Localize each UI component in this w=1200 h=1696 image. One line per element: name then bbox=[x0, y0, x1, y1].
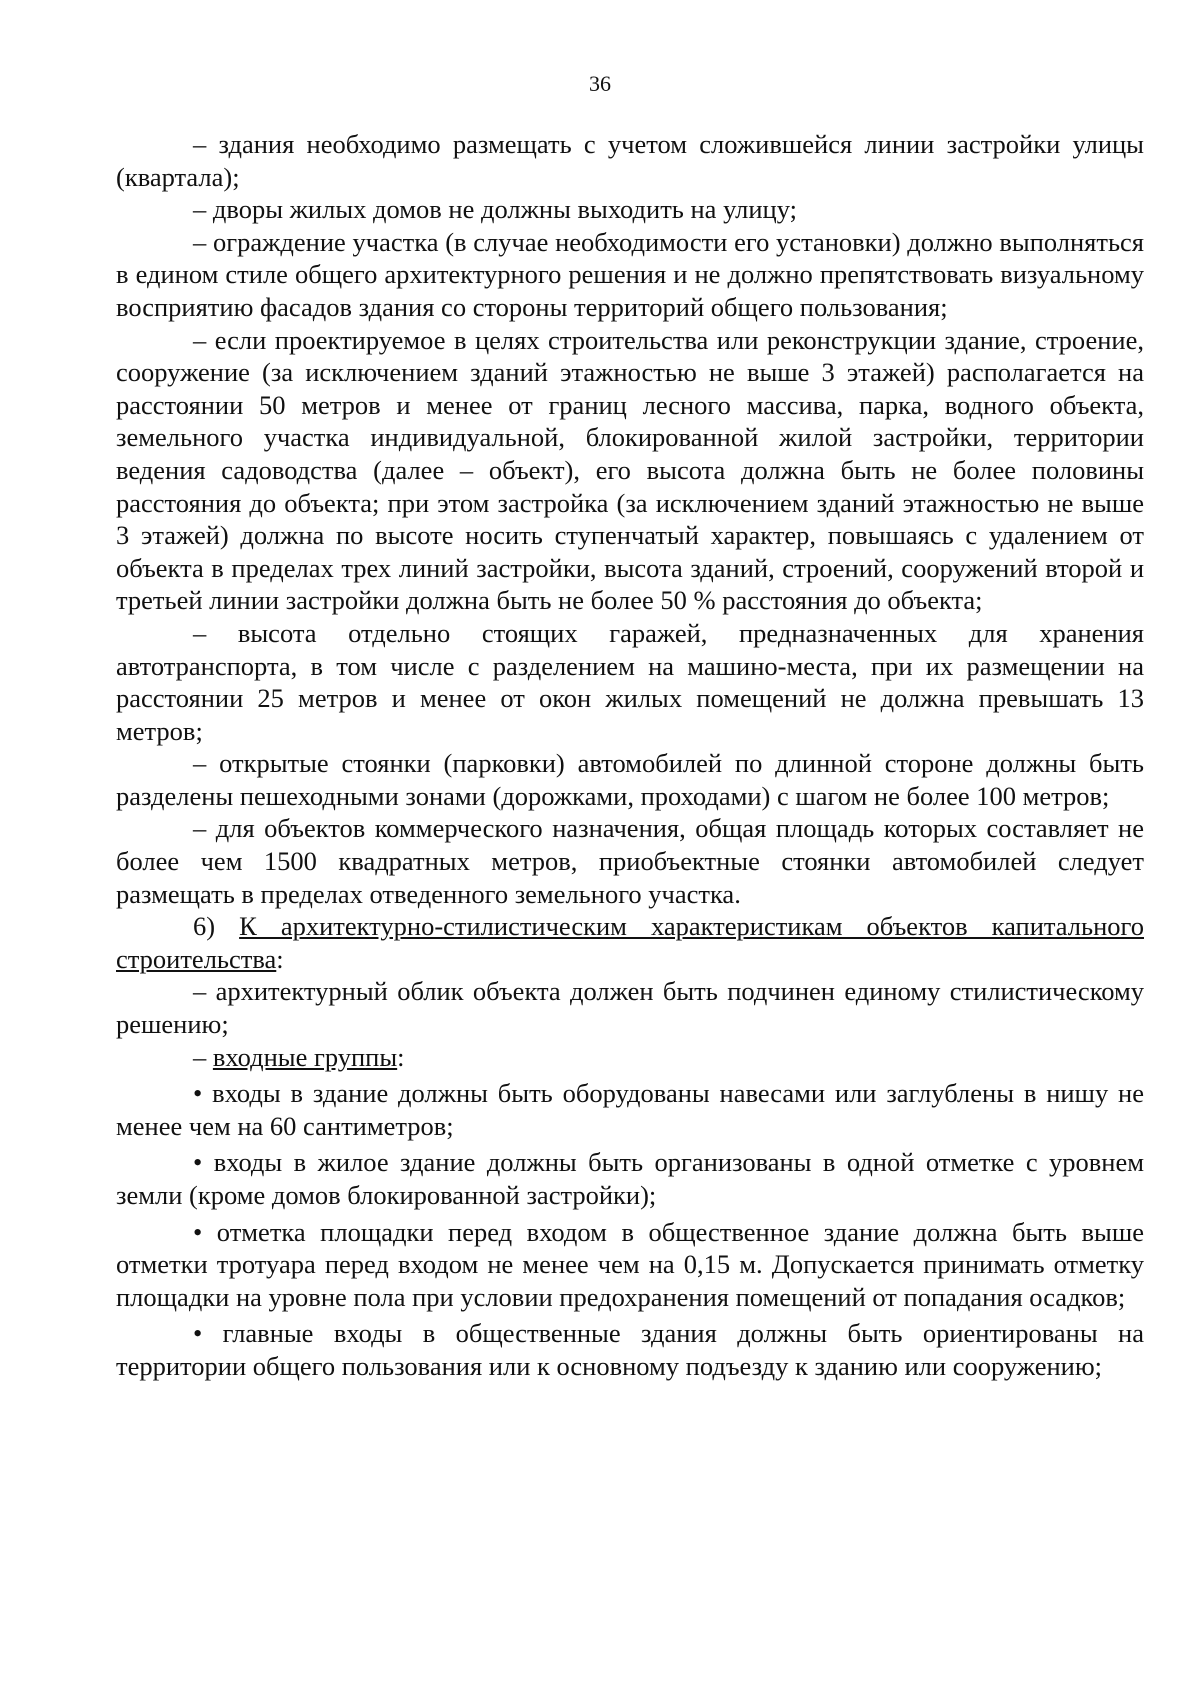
paragraph-commercial: – для объектов коммерческого назначения, общая площадь которых составляет не более чем 1500 квадратных метров, приобъектные стоянки автомобилей следует размещать в пределах отведенного земельного участка. bbox=[116, 813, 1144, 909]
page-number: 36 bbox=[589, 71, 611, 96]
bullet-canopy: • входы в здание должны быть оборудованы навесами или заглублены в нишу не менее чем на 60 сантиметров; bbox=[116, 1078, 1144, 1141]
bullet-ground-level: • входы в жилое здание должны быть организованы в одной отметке с уровнем земли (кроме домов блокированной застройки); bbox=[116, 1147, 1144, 1210]
entry-groups-title: входные группы bbox=[212, 1041, 398, 1072]
paragraph-courtyards: – дворы жилых домов не должны выходить на улицу; bbox=[193, 194, 798, 225]
section-6-number: 6) bbox=[193, 911, 240, 942]
paragraph-building-line: – здания необходимо размещать с учетом сложившейся линии застройки улицы (квартала); bbox=[116, 129, 1144, 192]
entry-groups-colon: : bbox=[397, 1041, 405, 1072]
entry-groups-dash: – bbox=[193, 1041, 213, 1072]
paragraph-entry-groups bbox=[116, 1041, 1144, 1074]
section-6-title: К архитектурно-стилистическим характеристикам объектов капитального строительства bbox=[116, 911, 1144, 974]
section-heading-6 bbox=[116, 910, 1144, 975]
paragraph-fence: – ограждение участка (в случае необходимости его установки) должно выполняться в едином стиле общего архитектурного решения и не должно препятствовать визуальному восприятию фасадов здания со стороны территорий общего пользования; bbox=[116, 226, 1144, 322]
section-6-colon: : bbox=[276, 943, 284, 974]
paragraph-garages: – высота отдельно стоящих гаражей, предназначенных для хранения автотранспорта, в том числе с разделением на машино-места, при их размещении на расстоянии 25 метров и менее от окон жилых помещений не должна превышать 13 метров; bbox=[116, 617, 1144, 746]
bullet-platform-mark: • отметка площадки перед входом в общественное здание должна быть выше отметки тротуара перед входом не менее чем на 0,15 м. Допускается принимать отметку площадки на уровне пола при условии предохранения помещений от попадания осадков; bbox=[116, 1216, 1144, 1312]
document-body bbox=[116, 128, 1144, 1383]
paragraph-architecture: – архитектурный облик объекта должен быть подчинен единому стилистическому решению; bbox=[116, 976, 1144, 1040]
paragraph-height-limit: – если проектируемое в целях строительства или реконструкции здание, строение, сооружение (за исключением зданий этажностью не выше 3 этажей) располагается на расстоянии 50 метров и менее от границ лесного массива, парка, водного объекта, земельного участка индивидуальной, блокированной жилой застройки, территории ведения садоводства (далее – объект), его высота должна быть не более половины расстояния до объекта; при этом застройка (за исключением зданий этажностью не выше 3 этажей) должна по высоте носить ступенчатый характер, повышаясь с удалением от объекта в пределах трех линий застройки, высота зданий, строений, сооружений второй и третьей линии застройки должна быть не более 50 % расстояния до объекта; bbox=[116, 324, 1144, 616]
paragraph-parking: – открытые стоянки (парковки) автомобилей по длинной стороне должны быть разделены пешеходными зонами (дорожками, проходами) с шагом не более 100 метров; bbox=[116, 748, 1144, 811]
bullet-main-entrances: • главные входы в общественные здания должны быть ориентированы на территории общего пользования или к основному подъезду к зданию или сооружению; bbox=[116, 1318, 1144, 1381]
